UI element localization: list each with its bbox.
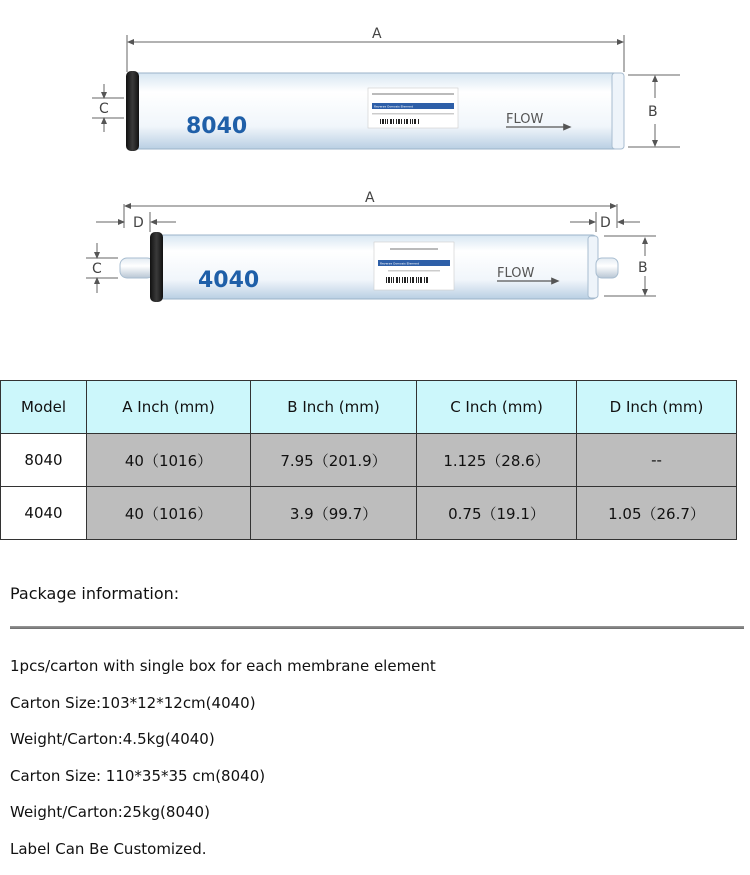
dim-d-right-label-4040: D xyxy=(600,215,611,231)
package-info-list xyxy=(10,655,436,875)
package-line-carton-info: 1pcs/carton with single box for each membrane element xyxy=(10,657,436,675)
header-a: A Inch (mm) xyxy=(87,381,251,434)
dim-a-label-8040: A xyxy=(372,26,382,42)
cell-c: 1.125（28.6） xyxy=(417,434,577,487)
membrane-8040-diagram xyxy=(92,26,680,151)
header-d: D Inch (mm) xyxy=(577,381,737,434)
product-label-4040 xyxy=(374,242,454,290)
end-cap-4040-left xyxy=(150,232,163,302)
permeate-pipe-4040-left xyxy=(120,258,154,278)
dimensions-table xyxy=(0,380,737,540)
cell-b: 7.95（201.9） xyxy=(251,434,417,487)
flow-label-8040: FLOW xyxy=(506,112,544,127)
package-info-title: Package information: xyxy=(10,584,180,603)
cell-b: 3.9（99.7） xyxy=(251,487,417,540)
cell-a: 40（1016） xyxy=(87,487,251,540)
model-text-8040: 8040 xyxy=(186,114,248,139)
product-label-8040 xyxy=(368,88,458,128)
model-text-4040: 4040 xyxy=(198,268,260,293)
cell-model: 4040 xyxy=(1,487,87,540)
permeate-pipe-4040-right xyxy=(596,258,618,278)
dim-c-label-8040: C xyxy=(99,101,109,117)
svg-text:Reverse Osmosis Element: Reverse Osmosis Element xyxy=(380,261,420,266)
dim-c-label-4040: C xyxy=(92,261,102,277)
header-c: C Inch (mm) xyxy=(417,381,577,434)
dim-b-label-8040: B xyxy=(648,104,658,120)
package-line-weight-4040: Weight/Carton:4.5kg(4040) xyxy=(10,730,215,749)
header-b: B Inch (mm) xyxy=(251,381,417,434)
package-line-weight-8040: Weight/Carton:25kg(8040) xyxy=(10,803,210,822)
header-model: Model xyxy=(1,381,87,434)
table-header-row xyxy=(1,381,737,434)
membrane-dimension-diagram xyxy=(0,0,750,370)
membrane-4040-diagram xyxy=(86,190,656,302)
package-line-carton-size-4040: Carton Size:103*12*12cm(4040) xyxy=(10,693,256,712)
section-divider xyxy=(10,626,744,629)
package-line-label-custom: Label Can Be Customized. xyxy=(10,839,207,858)
svg-text:Reverse Osmosis Element: Reverse Osmosis Element xyxy=(374,104,414,109)
package-line-carton-size-8040: Carton Size: 110*35*35 cm(8040) xyxy=(10,766,266,785)
table-row xyxy=(1,434,737,487)
dim-a-label-4040: A xyxy=(365,190,375,206)
flow-label-4040: FLOW xyxy=(497,266,535,281)
cell-d: -- xyxy=(577,434,737,487)
cell-a: 40（1016） xyxy=(87,434,251,487)
dim-b-label-4040: B xyxy=(638,260,648,276)
dim-d-left-label-4040: D xyxy=(133,215,144,231)
table-row xyxy=(1,487,737,540)
cell-c: 0.75（19.1） xyxy=(417,487,577,540)
cell-d: 1.05（26.7） xyxy=(577,487,737,540)
end-cap-8040-left xyxy=(126,71,139,151)
cell-model: 8040 xyxy=(1,434,87,487)
